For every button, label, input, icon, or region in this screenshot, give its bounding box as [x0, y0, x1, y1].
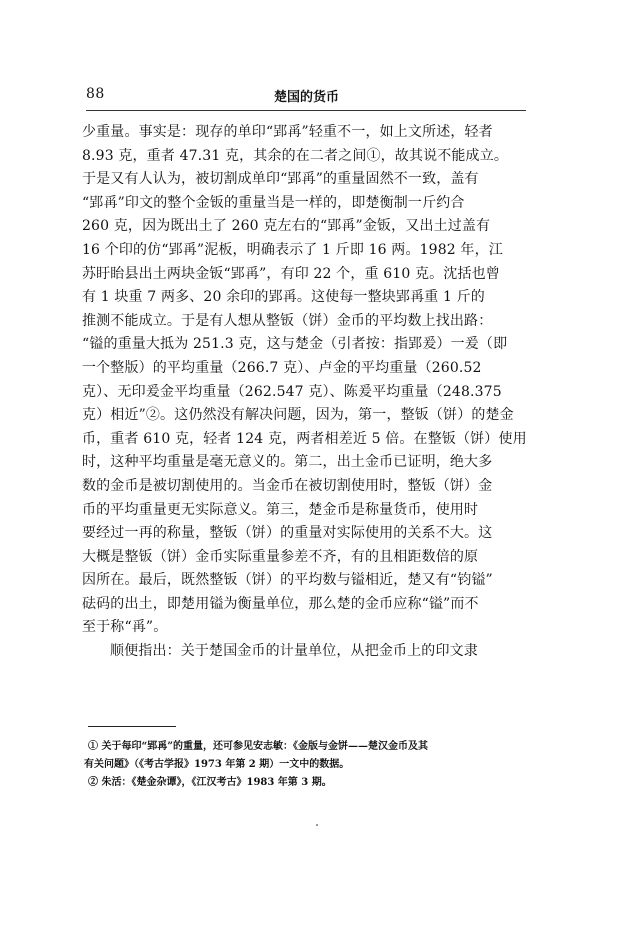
body-line: “郢爯”印文的整个金钣的重量当是一样的，即楚衡制一斤约合 [82, 194, 465, 211]
body-line: 要经过一再的称量，整钣（饼）的重量对实际使用的关系不大。这 [82, 525, 493, 542]
running-title: 楚国的货币 [274, 90, 340, 105]
body-line: 于是又有人认为，被切割成单印“郢爯”的重量固然不一致，盖有 [82, 171, 479, 188]
footnote-1-continuation: 有关问题》（《考古学报》1973 年第 2 期）一文中的数据。 [84, 759, 350, 770]
page-header [86, 86, 526, 108]
body-line: 币，重者 610 克，轻者 124 克，两者相差近 5 倍。在整钣（饼）使用 [82, 430, 527, 447]
body-line: 16 个印的仿“郢爯”泥板，明确表示了 1 斤即 16 两。1982 年，江 [82, 241, 503, 258]
body-line: 少重量。事实是：现存的单印“郢爯”轻重不一，如上文所述，轻者 [82, 124, 493, 140]
body-line: “镒的重量大抵为 251.3 克，这与楚金（引者按：指郢爰）一爰（即 [82, 336, 508, 353]
body-line: 8.93 克，重者 47.31 克，其余的在二者之间①，故其说不能成立。 [82, 147, 508, 164]
scan-speck [316, 824, 318, 826]
body-line: 砝码的出土，即楚用镒为衡量单位，那么楚的金币应称“镒”而不 [82, 595, 479, 612]
body-line: 克）、无印爰金平均重量（262.547 克）、陈爰平均重量（248.375 [82, 383, 502, 400]
body-line: 时，这种平均重量是毫无意义的。第二，出土金币已证明，绝大多 [82, 454, 493, 471]
body-line: 苏盱眙县出土两块金钣“郢爯”，有印 22 个，重 610 克。沈括也曾 [82, 265, 500, 282]
body-line: 币的平均重量更无实际意义。第三，楚金币是称量货币，使用时 [82, 501, 479, 518]
paragraph-start-line: 顺便指出：关于楚国金币的计量单位，从把金币上的印文隶 [110, 643, 478, 660]
body-line: 至于称“爯”。 [82, 619, 168, 636]
body-line: 因所在。最后，既然整钣（饼）的平均数与镒相近，楚又有“钧镒” [82, 572, 493, 589]
header-rule [86, 110, 526, 111]
body-line: 一个整版）的平均重量（266.7 克）、卢金的平均重量（260.52 [82, 359, 482, 376]
footnote-separator [88, 726, 176, 727]
body-line: 有 1 块重 7 两多、20 余印的郢爯。这使每一整块郢爯重 1 斤的 [82, 289, 485, 306]
footnote-2: ② 朱活：《楚金杂谭》，《江汉考古》1983 年第 3 期。 [88, 777, 332, 788]
footnote-1: ① 关于每印“郢爯”的重量，还可参见安志敏：《金版与金饼——楚汉金币及其 [88, 741, 428, 752]
body-line: 数的金币是被切割使用的。当金币在被切割使用时，整钣（饼）金 [82, 477, 493, 494]
body-line: 大概是整钣（饼）金币实际重量参差不齐，有的且相距数倍的原 [82, 548, 479, 565]
body-text [82, 121, 528, 664]
footnotes [84, 738, 530, 792]
body-line: 推测不能成立。于是有人想从整钣（饼）金币的平均数上找出路： [82, 312, 493, 329]
body-line: 260 克，因为既出土了 260 克左右的“郢爯”金钣，又出土过盖有 [82, 218, 491, 235]
page-number: 88 [86, 86, 105, 102]
body-line: 克）相近”②。这仍然没有解决问题，因为，第一，整钣（饼）的楚金 [82, 407, 514, 424]
